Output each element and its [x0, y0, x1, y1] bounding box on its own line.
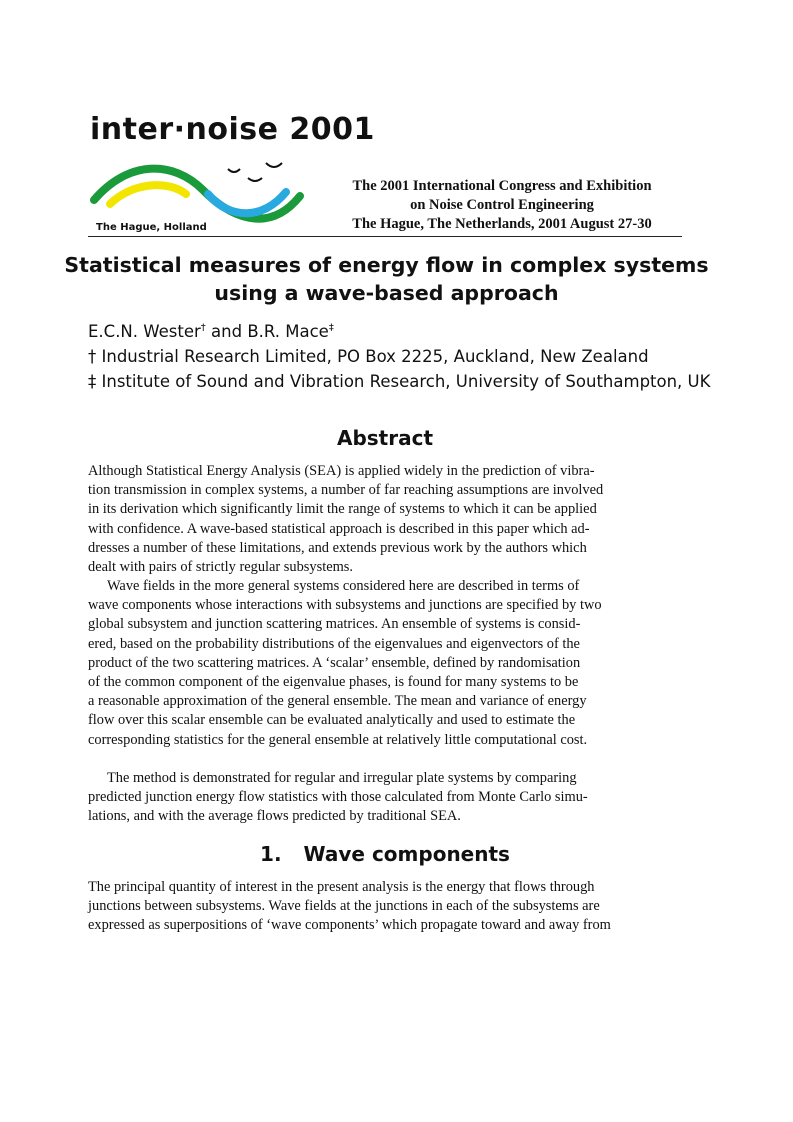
text-line: ered, based on the probability distributions of the eigenvalues and eigenvectors of the	[88, 635, 580, 652]
text-line: junctions between subsystems. Wave fields at the junctions in each of the subsystems are	[88, 898, 600, 915]
affiliation-1: † Industrial Research Limited, PO Box 2225, Auckland, New Zealand	[88, 347, 649, 366]
author-list	[88, 322, 334, 341]
author-2: B.R. Mace	[247, 322, 329, 341]
logo-smile-2	[266, 163, 282, 167]
text-line: flow over this scalar ensemble can be evaluated analytically and used to estimate the	[88, 712, 576, 729]
logo-smile-3	[248, 178, 262, 181]
abstract-heading: Abstract	[336, 426, 434, 450]
text-line: a reasonable approximation of the general ensemble. The mean and variance of energy	[88, 693, 587, 710]
text-line: Although Statistical Energy Analysis (SEA) is applied widely in the prediction of vibra-	[88, 463, 595, 479]
logo-blue-wave	[208, 192, 286, 213]
text-line: global subsystem and junction scattering matrices. An ensemble of systems is consid-	[88, 616, 581, 633]
conference-name-line2: on Noise Control Engineering	[410, 197, 594, 213]
text-line: wave components whose interactions with subsystems and junctions are specified by two	[88, 597, 602, 614]
text-line: of the common component of the eigenvalue phases, is found for many systems to be	[88, 674, 579, 691]
section-number: 1.	[260, 842, 282, 866]
affiliation-2: ‡ Institute of Sound and Vibration Research, University of Southampton, UK	[88, 372, 711, 391]
text-line: in its derivation which significantly limit the range of systems to which it can be applied	[88, 501, 597, 518]
author-1-mark: †	[200, 322, 206, 334]
author-conjunction: and	[205, 322, 248, 341]
text-line: The principal quantity of interest in the present analysis is the energy that flows through	[88, 879, 595, 895]
text-line: Wave fields in the more general systems considered here are described in terms of	[107, 578, 580, 594]
text-line: expressed as superpositions of ‘wave components’ which propagate toward and away from	[88, 917, 611, 934]
text-line: tion transmission in complex systems, a number of far reaching assumptions are involved	[88, 482, 604, 499]
header-rule	[88, 236, 682, 237]
text-line: predicted junction energy flow statistics with those calculated from Monte Carlo simu-	[88, 789, 588, 806]
section-1-heading	[88, 842, 682, 866]
abstract-paragraph-3	[88, 769, 682, 827]
text-line: dealt with pairs of strictly regular subsystems.	[88, 559, 353, 576]
logo-location-text: The Hague, Holland	[96, 222, 207, 233]
logo-yellow-wave	[110, 185, 186, 204]
section-1-paragraph-1	[88, 878, 682, 936]
logo-smile-1	[228, 169, 240, 172]
conference-name-line1: The 2001 International Congress and Exhibition	[352, 178, 652, 194]
conference-logo-wordmark: inter·noise 2001	[90, 112, 375, 147]
text-line: lations, and with the average flows predicted by traditional SEA.	[88, 808, 461, 825]
text-line: corresponding statistics for the general ensemble at relatively little computational cost.	[88, 731, 588, 748]
text-line: with confidence. A wave-based statistical approach is described in this paper which ad-	[88, 520, 590, 537]
conference-venue-date: The Hague, The Netherlands, 2001 August 27-30	[352, 216, 652, 232]
abstract-paragraph-1	[88, 462, 682, 577]
paper-title-line1: Statistical measures of energy flow in complex systems	[64, 253, 709, 277]
text-line: product of the two scattering matrices. A ‘scalar’ ensemble, defined by randomisation	[88, 654, 581, 671]
text-line: The method is demonstrated for regular and irregular plate systems by comparing	[107, 770, 577, 786]
author-1: E.C.N. Wester	[88, 322, 201, 341]
section-title: Wave components	[303, 842, 510, 866]
author-2-mark: ‡	[328, 322, 334, 334]
abstract-paragraph-2	[88, 577, 682, 750]
paper-title-line2: using a wave-based approach	[214, 281, 559, 305]
text-line: dresses a number of these limitations, and extends previous work by the authors which	[88, 539, 587, 556]
